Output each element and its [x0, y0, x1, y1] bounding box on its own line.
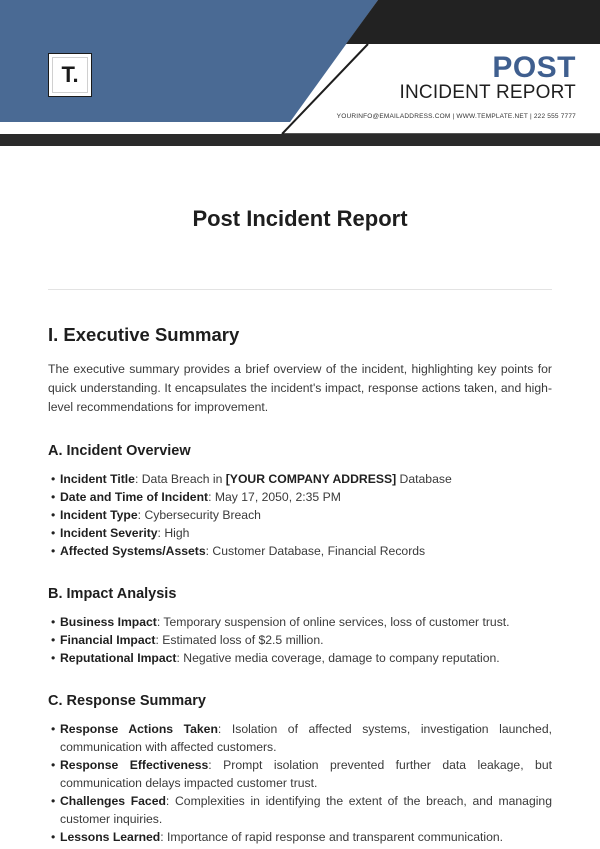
item-text: Temporary suspension of online services, loss of customer trust. [163, 615, 510, 629]
title-divider [48, 289, 552, 290]
item-label: Incident Type [60, 508, 138, 522]
item-label: Response Effectiveness [60, 758, 209, 772]
item-separator: : [156, 615, 164, 629]
item-label: Incident Severity [60, 526, 158, 540]
item-text: Cybersecurity Breach [144, 508, 261, 522]
bullet-icon: • [51, 490, 56, 504]
brand-subtitle: INCIDENT REPORT [399, 82, 576, 103]
item-text: Prompt isolation prevented further data leakage, but communication delays impacted customer trust. [60, 758, 552, 790]
item-text-tail: Database [396, 472, 452, 486]
list-item [48, 506, 552, 524]
item-separator: : [165, 794, 175, 808]
item-emphasis: [YOUR COMPANY ADDRESS] [225, 472, 397, 486]
list-item [48, 542, 552, 560]
bullet-icon: • [51, 830, 56, 844]
item-separator: : [217, 722, 232, 736]
subsection-heading: A. Incident Overview [48, 443, 191, 459]
bullet-icon: • [51, 526, 56, 540]
item-separator: : [155, 633, 163, 647]
list-item [48, 631, 552, 649]
brand-title: POST [492, 51, 576, 84]
list-item [48, 488, 552, 506]
header-banner [0, 0, 600, 150]
subsections [48, 441, 552, 846]
bullet-icon: • [51, 794, 56, 808]
item-separator: : [208, 490, 215, 504]
item-label: Lessons Learned [60, 830, 161, 844]
section-heading: I. Executive Summary [48, 324, 240, 345]
bullet-icon: • [51, 633, 56, 647]
item-label: Business Impact [60, 615, 157, 629]
list-item [48, 720, 552, 756]
item-text: Isolation of affected systems, investigation launched, communication with affected customers. [60, 722, 552, 754]
item-separator: : [205, 544, 213, 558]
logo-letter: T. [52, 57, 88, 93]
item-label: Affected Systems/Assets [60, 544, 206, 558]
item-separator: : [160, 830, 168, 844]
subsection-heading: B. Impact Analysis [48, 586, 177, 602]
item-separator: : [157, 526, 165, 540]
list-item [48, 649, 552, 667]
document-title: Post Incident Report [192, 206, 408, 231]
bullet-list [48, 720, 552, 846]
bullet-icon: • [51, 758, 56, 772]
item-label: Response Actions Taken [60, 722, 218, 736]
bullet-icon: • [51, 651, 56, 665]
item-separator: : [176, 651, 184, 665]
list-item [48, 613, 552, 631]
item-text: Negative media coverage, damage to company reputation. [183, 651, 500, 665]
list-item [48, 828, 552, 846]
bullet-list [48, 470, 552, 560]
item-text: High [164, 526, 190, 540]
bullet-icon: • [51, 722, 56, 736]
item-text: Customer Database, Financial Records [212, 544, 426, 558]
item-label: Challenges Faced [60, 794, 166, 808]
item-separator: : [137, 508, 145, 522]
item-separator: : [208, 758, 224, 772]
item-text: Data Breach in [141, 472, 226, 486]
list-item [48, 470, 552, 488]
item-text: May 17, 2050, 2:35 PM [214, 490, 341, 504]
item-text: Complexities in identifying the extent of the breach, and managing customer inquiries. [60, 794, 552, 826]
bullet-icon: • [51, 472, 56, 486]
item-label: Incident Title [60, 472, 135, 486]
company-logo [48, 53, 92, 97]
subsection-heading: C. Response Summary [48, 693, 206, 709]
item-label: Date and Time of Incident [60, 490, 209, 504]
item-text: Estimated loss of $2.5 million. [162, 633, 324, 647]
item-label: Reputational Impact [60, 651, 177, 665]
bullet-icon: • [51, 508, 56, 522]
item-text: Importance of rapid response and transparent communication. [167, 830, 504, 844]
bullet-list [48, 613, 552, 667]
item-separator: : [134, 472, 142, 486]
contact-line: YOURINFO@EMAILADDRESS.COM | WWW.TEMPLATE.NET | 222 555 7777 [336, 113, 576, 120]
bullet-icon: • [51, 615, 56, 629]
section-intro: The executive summary provides a brief overview of the incident, highlighting key points for quick understanding. It encapsulates the incident's impact, response actions taken, and high-level recommendations for improvement. [48, 362, 552, 414]
list-item [48, 756, 552, 792]
list-item [48, 792, 552, 828]
list-item [48, 524, 552, 542]
bullet-icon: • [51, 544, 56, 558]
document-body [48, 322, 552, 846]
item-label: Financial Impact [60, 633, 156, 647]
